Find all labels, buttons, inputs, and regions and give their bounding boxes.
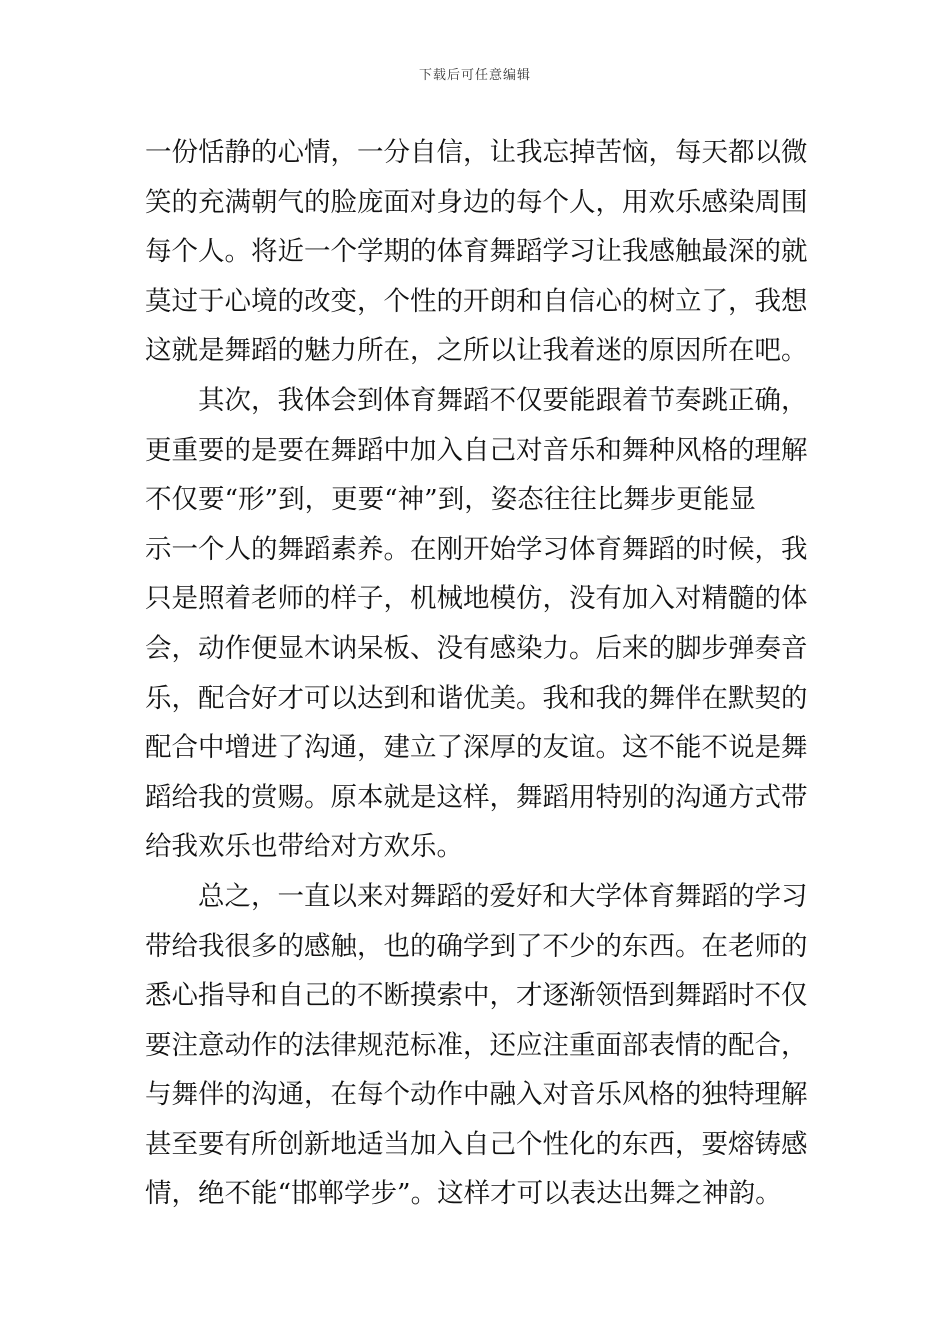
text-line: 悉心指导和自己的不断摸索中，才逐渐领悟到舞蹈时不仅 — [145, 980, 808, 1012]
text-line: 总之，一直以来对舞蹈的爱好和大学体育舞蹈的学习 — [145, 880, 808, 912]
text-line: 要注意动作的法律规范标准，还应注重面部表情的配合， — [145, 1029, 808, 1061]
text-line: 一份恬静的心情，一分自信，让我忘掉苦恼，每天都以微 — [145, 137, 808, 168]
text-line: 每个人。将近一个学期的体育舞蹈学习让我感触最深的就 — [145, 236, 808, 268]
text-line: 与舞伴的沟通，在每个动作中融入对音乐风格的独特理解 — [145, 1079, 808, 1111]
text-line: 这就是舞蹈的魅力所在，之所以让我着迷的原因所在吧。 — [145, 335, 808, 367]
text-line: 其次，我体会到体育舞蹈不仅要能跟着节奏跳正确， — [145, 384, 808, 416]
text-line: 甚至要有所创新地适当加入自己个性化的东西，要熔铸感 — [145, 1128, 808, 1160]
page-header: 下载后可任意编辑 — [418, 68, 531, 83]
text-line: 会，动作便显木讷呆板、没有感染力。后来的脚步弹奏音 — [145, 632, 808, 664]
text-line: 情，绝不能“邯郸学步”。这样才可以表达出舞之神韵。 — [145, 1178, 782, 1210]
text-line: 更重要的是要在舞蹈中加入自己对音乐和舞种风格的理解 — [145, 434, 808, 466]
text-line: 带给我很多的感触，也的确学到了不少的东西。在老师的 — [145, 930, 808, 962]
text-line: 莫过于心境的改变，个性的开朗和自信心的树立了，我想 — [145, 285, 808, 317]
text-line: 给我欢乐也带给对方欢乐。 — [145, 831, 463, 863]
document-body — [145, 128, 810, 1219]
text-line: 乐，配合好才可以达到和谐优美。我和我的舞伴在默契的 — [145, 682, 808, 714]
text-line: 示一个人的舞蹈素养。在刚开始学习体育舞蹈的时候，我 — [145, 533, 808, 565]
text-line: 笑的充满朝气的脸庞面对身边的每个人，用欢乐感染周围 — [145, 186, 808, 218]
text-line: 蹈给我的赏赐。原本就是这样，舞蹈用特别的沟通方式带 — [145, 781, 808, 813]
text-line: 只是照着老师的样子，机械地模仿，没有加入对精髓的体 — [145, 583, 808, 615]
text-line: 不仅要“形”到，更要“神”到，姿态往往比舞步更能显 — [145, 484, 756, 516]
text-line: 配合中增进了沟通，建立了深厚的友谊。这不能不说是舞 — [145, 732, 808, 764]
